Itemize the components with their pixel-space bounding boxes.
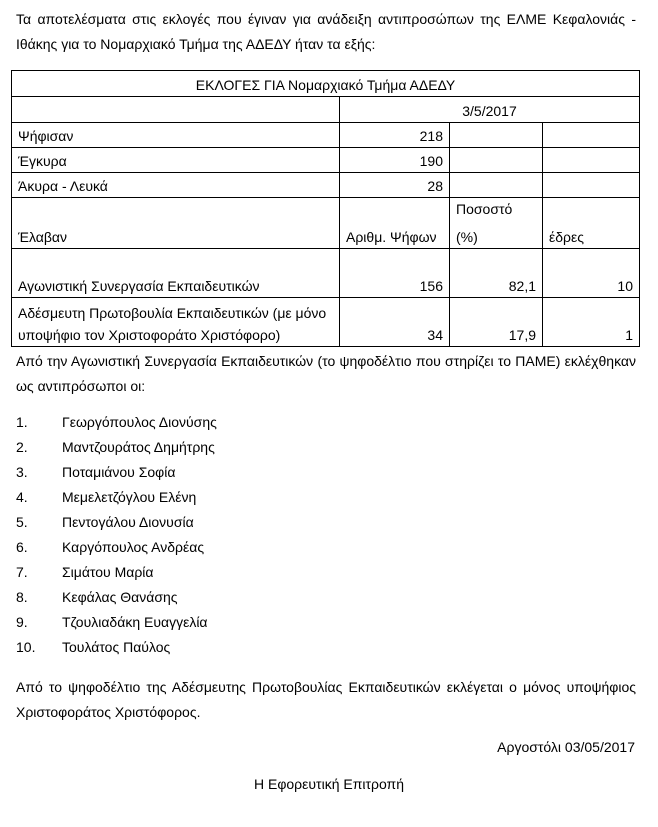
table-cell-empty — [12, 97, 340, 123]
list-item-name: Μεμελετζόγλου Ελένη — [62, 489, 197, 505]
elected-intro-paragraph: Από την Αγωνιστική Συνεργασία Εκπαιδευτικών (το ψηφοδέλτιο που στηρίζει το ΠΑΜΕ) εκλέχθηκαν ως αντιπρόσωποι οι: — [16, 353, 636, 394]
list-item — [16, 535, 217, 560]
invalid-label: Άκυρα - Λευκά — [12, 173, 340, 198]
list-item — [16, 635, 217, 660]
table-cell-empty — [450, 173, 543, 198]
table-cell-empty — [543, 148, 640, 173]
committee-signature: Η Εφορευτική Επιτροπή — [253, 776, 404, 792]
election-date: 3/5/2017 — [340, 97, 640, 123]
list-item-index: 9. — [16, 614, 28, 630]
list-item — [16, 585, 217, 610]
list-item-name: Κεφάλας Θανάσης — [62, 589, 178, 605]
list-item-index: 8. — [16, 589, 28, 605]
closing-paragraph: Από το ψηφοδέλτιο της Αδέσμευτης Πρωτοβουλίας Εκπαιδευτικών εκλέγεται ο μόνος υποψήφιος Χριστοφοράτος Χριστόφορος. — [16, 679, 636, 720]
list-item-index: 7. — [16, 564, 28, 580]
list-item — [16, 435, 217, 460]
list-item-name: Ποταμιάνου Σοφία — [62, 464, 176, 480]
list-item-index: 1. — [16, 414, 28, 430]
party-votes: 34 — [340, 298, 450, 347]
intro-paragraph: Τα αποτελέσματα στις εκλογές που έγιναν για ανάδειξη αντιπροσώπων της ΕΛΜΕ Κεφαλονιάς - Ιθάκης για το Νομαρχιακό Τμήμα της ΑΔΕΔΥ ήταν τα εξής: — [16, 11, 636, 52]
table-row — [12, 298, 640, 347]
table-header-row — [12, 198, 640, 249]
elected-list — [16, 410, 217, 660]
list-item — [16, 560, 217, 585]
list-item-index: 10. — [16, 639, 36, 655]
header-percent — [450, 198, 543, 249]
list-item-name: Τουλάτος Παύλος — [62, 639, 171, 655]
header-seats: έδρες — [543, 198, 640, 249]
table-row — [12, 123, 640, 148]
party-name-line2: υποψήφιο τον Χριστοφοράτο Χριστόφορο) — [18, 327, 281, 343]
list-item — [16, 610, 217, 635]
party-name-line1: Αδέσμευτη Πρωτοβουλία Εκπαιδευτικών (με μόνο — [18, 305, 327, 321]
list-item-name: Σιμάτου Μαρία — [62, 564, 154, 580]
table-cell-empty — [543, 123, 640, 148]
party-name — [12, 298, 340, 347]
list-item — [16, 410, 217, 435]
list-item-index: 6. — [16, 539, 28, 555]
table-row — [12, 173, 640, 198]
list-item — [16, 510, 217, 535]
header-percent-line1: Ποσοστό — [456, 201, 513, 217]
table-title-row — [12, 71, 640, 97]
list-item — [16, 485, 217, 510]
header-percent-line2: (%) — [456, 229, 478, 245]
list-item — [16, 460, 217, 485]
table-cell-empty — [543, 173, 640, 198]
valid-value: 190 — [340, 148, 450, 173]
header-received: Έλαβαν — [12, 198, 340, 249]
election-results-table — [11, 70, 640, 347]
header-votes: Αριθμ. Ψήφων — [340, 198, 450, 249]
party-seats: 10 — [543, 249, 640, 298]
list-item-name: Μαντζουράτος Δημήτρης — [62, 439, 215, 455]
valid-label: Έγκυρα — [12, 148, 340, 173]
party-percent: 82,1 — [450, 249, 543, 298]
party-votes: 156 — [340, 249, 450, 298]
list-item-index: 3. — [16, 464, 28, 480]
list-item-name: Γεωργόπουλος Διονύσης — [62, 414, 217, 430]
list-item-name: Καργόπουλος Ανδρέας — [62, 539, 205, 555]
invalid-value: 28 — [340, 173, 450, 198]
voted-value: 218 — [340, 123, 450, 148]
party-name: Αγωνιστική Συνεργασία Εκπαιδευτικών — [12, 249, 340, 298]
party-seats: 1 — [543, 298, 640, 347]
list-item-index: 2. — [16, 439, 28, 455]
date-place: Αργοστόλι 03/05/2017 — [497, 739, 635, 755]
list-item-name: Τζουλιαδάκη Ευαγγελία — [62, 614, 208, 630]
table-row — [12, 148, 640, 173]
voted-label: Ψήφισαν — [12, 123, 340, 148]
list-item-index: 5. — [16, 514, 28, 530]
list-item-index: 4. — [16, 489, 28, 505]
table-cell-empty — [450, 123, 543, 148]
table-cell-empty — [450, 148, 543, 173]
party-percent: 17,9 — [450, 298, 543, 347]
table-title: ΕΚΛΟΓΕΣ ΓΙΑ Νομαρχιακό Τμήμα ΑΔΕΔΥ — [12, 71, 640, 97]
table-date-row — [12, 97, 640, 123]
list-item-name: Πεντογάλου Διονυσία — [62, 514, 194, 530]
table-row — [12, 249, 640, 298]
